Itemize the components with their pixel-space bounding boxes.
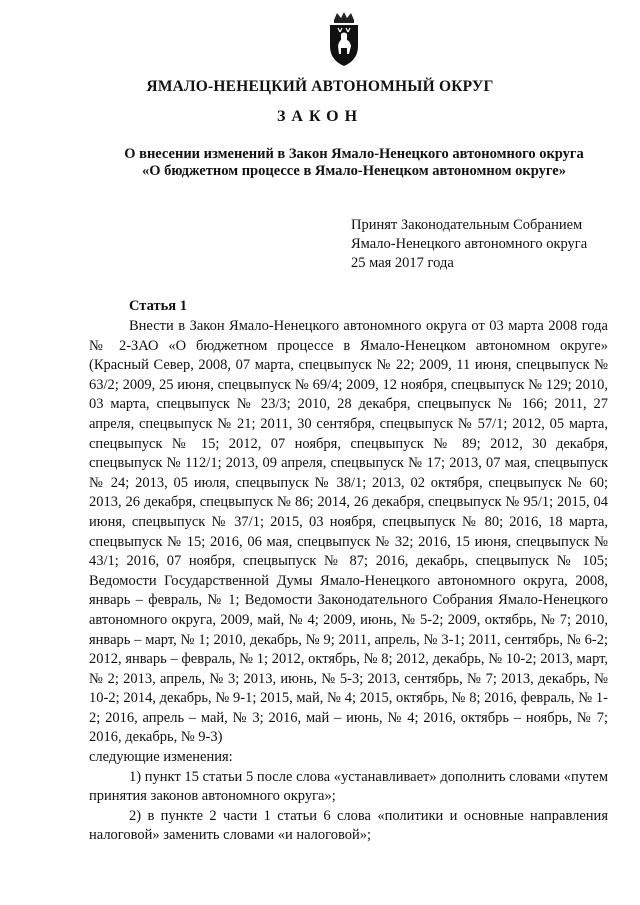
- adoption-block: [351, 216, 587, 273]
- article-item-2: 2) в пункте 2 части 1 статьи 6 слова «политики и основные направления налоговой» заменить словами «и налоговой»;: [89, 807, 608, 844]
- article-intro-tail: следующие изменения:: [89, 749, 233, 766]
- subject-line-2: «О бюджетном процессе в Ямало-Ненецком автономном округе»: [142, 163, 566, 179]
- law-subject: [60, 146, 640, 180]
- article-item-1: 1) пункт 15 статьи 5 после слова «устанавливает» дополнить словами «путем принятия законов автономного округа»;: [89, 768, 608, 805]
- coat-of-arms-icon: [324, 10, 364, 68]
- document-type-title: ЗАКОН: [276, 108, 364, 125]
- adoption-date: 25 мая 2017 года: [351, 255, 454, 271]
- article-body: [89, 317, 608, 846]
- adoption-line-1: Принят Законодательным Собранием: [351, 217, 583, 233]
- article-heading: Статья 1: [129, 298, 187, 314]
- article-intro: Внести в Закон Ямало-Ненецкого автономного округа от 03 марта 2008 года № 2-ЗАО «О бюджетном процессе в Ямало-Ненецком автономном округе» (Красный Север, 2008, 07 марта, спецвыпуск № 22; 2009, 11 июня, спецвыпуск № 63/2; 2009, 25 июня, спецвыпуск № 69/4; 2009, 12 ноября, спецвыпуск № 129; 2010, 03 марта, спецвыпуск № 23/3; 2010, 28 декабря, спецвыпуск № 166; 2011, 27 апреля, спецвыпуск № 21; 2011, 30 сентября, спецвыпуск № 57/1; 2012, 05 марта, спецвыпуск № 15; 2012, 07 ноября, спецвыпуск № 89; 2012, 30 декабря, спецвыпуск № 112/1; 2013, 09 апреля, спецвыпуск № 17; 2013, 07 мая, спецвыпуск № 24; 2013, 05 июля, спецвыпуск № 38/1; 2013, 02 октября, спецвыпуск № 60; 2013, 26 декабря, спецвыпуск № 86; 2014, 26 декабря, спецвыпуск № 95/1; 2015, 04 июня, спецвыпуск № 37/1; 2015, 03 ноября, спецвыпуск № 80; 2016, 18 марта, спецвыпуск № 15; 2016, 06 мая, спецвыпуск № 32; 2016, 15 июня, спецвыпуск № 43/1; 2016, 07 ноября, спецвыпуск № 87; 2016, декабрь, спецвыпуск № 105; Ведомости Государственной Думы Ямало-Ненецкого автономного округа, 2008, январь – февраль, № 1; Ведомости Законодательного Собрания Ямало-Ненецкого автономного округа, 2009, май, № 4; 2009, июнь, № 5-2; 2009, октябрь, № 7; 2010, январь – март, № 1; 2010, декабрь, № 9; 2011, апрель, № 3-1; 2011, сентябрь, № 6-2; 2012, январь – февраль, № 1; 2012, октябрь, № 8; 2012, декабрь, № 10-2; 2013, март, № 2; 2013, апрель, № 3; 2013, июнь, № 5-3; 2013, сентябрь, № 7; 2013, декабрь, № 10-2; 2014, декабрь, № 9-1; 2015, май, № 4; 2015, октябрь, № 8; 2016, февраль, № 1-2; 2016, апрель – май, № 3; 2016, май – июнь, № 4; 2016, октябрь – ноябрь, № 7; 2016, декабрь, № 9-3): [89, 318, 608, 746]
- subject-line-1: О внесении изменений в Закон Ямало-Ненецкого автономного округа: [124, 146, 584, 162]
- region-title: ЯМАЛО-НЕНЕЦКИЙ АВТОНОМНЫЙ ОКРУГ: [146, 78, 494, 95]
- adoption-line-2: Ямало-Ненецкого автономного округа: [351, 236, 588, 252]
